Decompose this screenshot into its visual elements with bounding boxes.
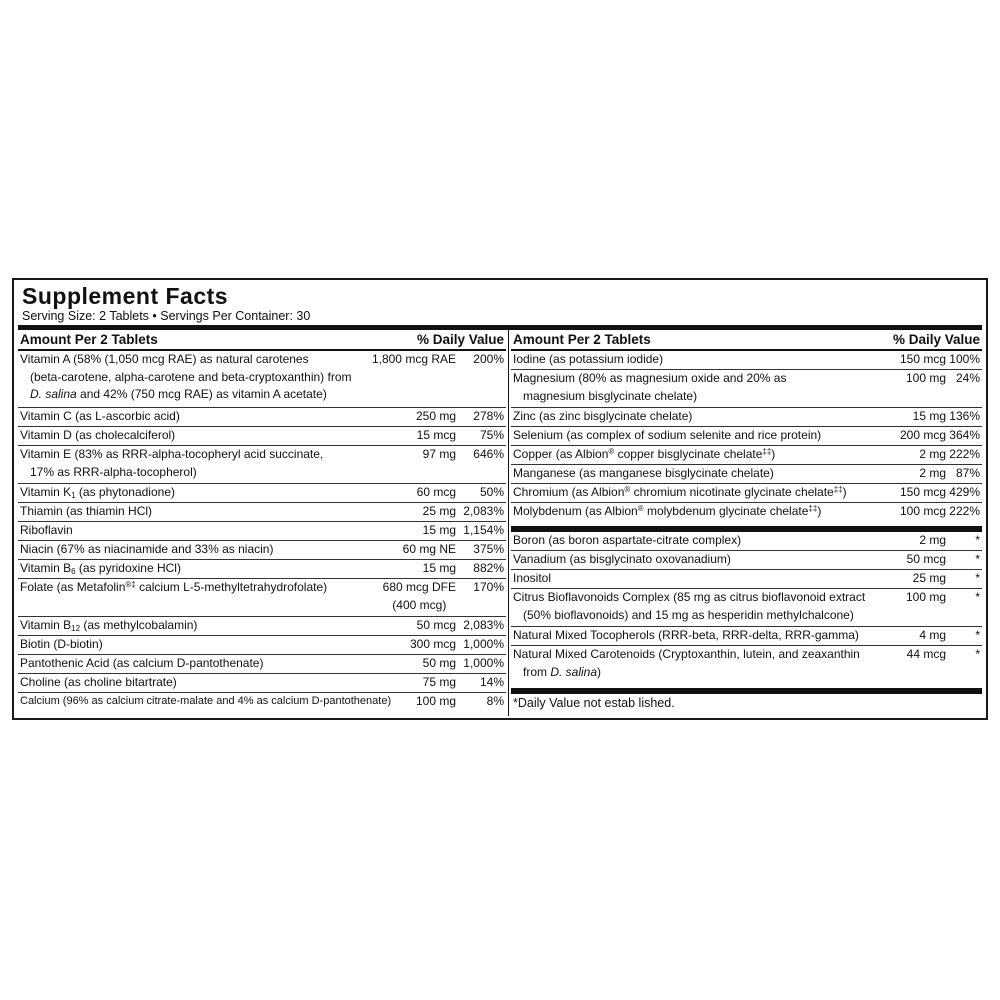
- nutrient-row-copper: [511, 446, 982, 465]
- nutrient-name: Vitamin K: [20, 485, 72, 499]
- nutrient-dv: 222%: [949, 447, 980, 461]
- nutrient-row-pantothenic-acid: [18, 655, 506, 674]
- nutrient-name-cont: calcium L-5-methyltetrahydrofolate): [135, 580, 328, 594]
- nutrient-amount: 97 mg: [422, 447, 456, 461]
- nutrient-dv: 364%: [949, 428, 980, 442]
- nutrient-amount: 2 mg: [919, 447, 946, 461]
- nutrient-row-vitamin-a: [18, 351, 506, 408]
- nutrient-row-boron: [511, 532, 982, 551]
- nutrient-name: Zinc (as zinc bisglycinate chelate): [513, 409, 693, 423]
- nutrient-amount: 50 mg: [422, 656, 456, 670]
- nutrient-name-cont: (as phytonadione): [75, 485, 175, 499]
- nutrient-amount: 25 mg: [912, 571, 946, 585]
- nutrient-dv: 170%: [473, 580, 504, 594]
- nutrient-name: Magnesium (80% as magnesium oxide and 20% as: [513, 371, 787, 385]
- nutrient-name: Vitamin B: [20, 618, 72, 632]
- nutrient-name: Thiamin (as thiamin HCl): [20, 504, 153, 518]
- nutrient-dv: 100%: [949, 352, 980, 366]
- nutrient-amount-secondary: (400 mcg): [392, 597, 447, 612]
- nutrient-amount: 60 mg NE: [402, 542, 456, 556]
- superscript: ®: [637, 504, 644, 513]
- nutrient-row-manganese: [511, 465, 982, 484]
- nutrient-row-zinc: [511, 408, 982, 427]
- nutrient-row-chromium: [511, 484, 982, 503]
- nutrient-name-cont: ): [842, 485, 847, 499]
- nutrient-dv: 87%: [955, 466, 980, 480]
- nutrient-name-italic: D. salina: [550, 664, 598, 679]
- subscript: 12: [71, 624, 81, 633]
- nutrient-row-vitamin-e: [18, 446, 506, 484]
- nutrient-dv: *: [975, 533, 980, 547]
- nutrient-dv: 2,083%: [463, 618, 504, 632]
- amount-header: Amount Per 2 Tablets: [20, 332, 158, 347]
- superscript: ‡‡: [833, 485, 843, 494]
- nutrient-name-cont: (beta-carotene, alpha-carotene and beta-cryptoxanthin) from: [30, 369, 352, 384]
- nutrient-name: Choline (as choline bitartrate): [20, 675, 177, 689]
- nutrient-row-folate: [18, 579, 506, 617]
- nutrient-name-cont: ): [597, 664, 602, 679]
- nutrient-amount: 1,800 mcg RAE: [371, 352, 456, 366]
- nutrient-amount: 100 mcg: [899, 504, 946, 518]
- nutrient-name: Vitamin D (as cholecalciferol): [20, 428, 176, 442]
- nutrient-amount: 25 mg: [422, 504, 456, 518]
- nutrient-name-cont: copper bisglycinate chelate: [614, 447, 763, 461]
- nutrient-row-vitamin-b6: [18, 560, 506, 579]
- nutrient-dv: 1,000%: [463, 656, 504, 670]
- nutrient-dv: 200%: [473, 352, 504, 366]
- nutrient-dv: 50%: [479, 485, 504, 499]
- nutrient-name-cont: and 42% (750 mcg RAE) as vitamin A acetate): [76, 387, 327, 401]
- left-header: [18, 330, 506, 351]
- nutrient-amount: 15 mg: [422, 523, 456, 537]
- daily-value-header: % Daily Value: [892, 332, 980, 347]
- nutrient-name: Vitamin B: [20, 561, 72, 575]
- right-header: [511, 330, 982, 351]
- nutrient-row-biotin: [18, 636, 506, 655]
- nutrient-dv: *: [975, 552, 980, 566]
- serving-info: Serving Size: 2 Tablets • Servings Per Container: 30: [22, 309, 311, 323]
- nutrient-name: Citrus Bioflavonoids Complex (85 mg as citrus bioflavonoid extract: [513, 590, 866, 604]
- nutrient-row-mixed-tocopherols: [511, 627, 982, 646]
- nutrient-dv: 136%: [949, 409, 980, 423]
- nutrient-name-cont: magnesium bisglycinate chelate): [523, 388, 698, 403]
- nutrient-row-niacin: [18, 541, 506, 560]
- supplement-facts-panel: [12, 278, 988, 720]
- nutrient-row-selenium: [511, 427, 982, 446]
- daily-value-header: % Daily Value: [416, 332, 504, 347]
- amount-header: Amount Per 2 Tablets: [513, 332, 651, 347]
- nutrient-dv: 14%: [479, 675, 504, 689]
- superscript: ‡‡: [762, 447, 772, 456]
- nutrient-row-thiamin: [18, 503, 506, 522]
- nutrient-name: Folate (as Metafolin: [20, 580, 126, 594]
- nutrient-dv: 429%: [949, 485, 980, 499]
- nutrient-name-cont: (50% bioflavonoids) and 15 mg as hesperidin methylchalcone): [523, 607, 854, 622]
- nutrient-row-choline: [18, 674, 506, 693]
- superscript: ‡‡: [808, 504, 818, 513]
- nutrient-amount: 300 mcg: [409, 637, 456, 651]
- nutrient-name-cont: 17% as RRR-alpha-tocopherol): [30, 464, 197, 479]
- nutrient-name-cont: ): [771, 447, 776, 461]
- nutrient-amount: 15 mg: [912, 409, 946, 423]
- nutrient-row-citrus-bioflavonoids: [511, 589, 982, 627]
- nutrient-name: Natural Mixed Tocopherols (RRR-beta, RRR-delta, RRR-gamma): [513, 628, 859, 642]
- nutrient-amount: 100 mg: [905, 590, 946, 604]
- panel-title: Supplement Facts: [22, 283, 229, 309]
- nutrient-amount: 4 mg: [919, 628, 946, 642]
- nutrient-amount: 50 mcg: [416, 618, 456, 632]
- nutrient-row-vanadium: [511, 551, 982, 570]
- nutrient-name: Molybdenum (as Albion: [513, 504, 638, 518]
- nutrient-amount: 2 mg: [919, 466, 946, 480]
- nutrient-amount: 100 mg: [905, 371, 946, 385]
- nutrient-name: Manganese (as manganese bisglycinate chelate): [513, 466, 774, 480]
- left-column: [18, 330, 506, 712]
- column-divider: [508, 330, 509, 716]
- nutrient-name: Vanadium (as bisglycinato oxovanadium): [513, 552, 731, 566]
- nutrient-dv: 24%: [955, 371, 980, 385]
- nutrient-dv: 222%: [949, 504, 980, 518]
- nutrient-name: Copper (as Albion: [513, 447, 609, 461]
- nutrient-dv: 1,154%: [463, 523, 504, 537]
- nutrient-dv: *: [975, 571, 980, 585]
- nutrient-dv: 882%: [473, 561, 504, 575]
- nutrient-name: Chromium (as Albion: [513, 485, 625, 499]
- nutrient-amount: 680 mcg DFE: [382, 580, 456, 594]
- nutrient-name-cont: ): [817, 504, 822, 518]
- superscript: ®: [624, 485, 631, 494]
- nutrient-row-vitamin-c: [18, 408, 506, 427]
- nutrient-name-italic: D. salina: [30, 387, 77, 401]
- nutrient-dv: 646%: [473, 447, 504, 461]
- nutrient-dv: 8%: [486, 694, 504, 708]
- nutrient-amount: 75 mg: [422, 675, 456, 689]
- nutrient-dv: 2,083%: [463, 504, 504, 518]
- daily-value-footnote: *Daily Value not estab lished.: [513, 696, 675, 710]
- nutrient-name: Natural Mixed Carotenoids (Cryptoxanthin, lutein, and zeaxanthin: [513, 647, 860, 661]
- nutrient-name-cont: (as methylcobalamin): [80, 618, 198, 632]
- nutrient-name: Calcium (96% as calcium citrate-malate and 4% as calcium D-pantothenate): [20, 695, 392, 707]
- nutrient-amount: 100 mg: [415, 694, 456, 708]
- nutrient-name-cont: chromium nicotinate glycinate chelate: [630, 485, 834, 499]
- nutrient-dv: *: [975, 628, 980, 642]
- nutrient-amount: 150 mcg: [899, 352, 946, 366]
- subscript: 6: [71, 567, 76, 576]
- nutrient-name: Niacin (67% as niacinamide and 33% as niacin): [20, 542, 274, 556]
- nutrient-name: Biotin (D-biotin): [20, 637, 103, 651]
- nutrient-amount: 200 mcg: [899, 428, 946, 442]
- subscript: 1: [71, 491, 76, 500]
- nutrient-name: Vitamin E (83% as RRR-alpha-tocopheryl acid succinate,: [20, 447, 324, 461]
- nutrient-row-magnesium: [511, 370, 982, 408]
- nutrient-row-vitamin-d: [18, 427, 506, 446]
- nutrient-dv: 75%: [479, 428, 504, 442]
- nutrient-name: Selenium (as complex of sodium selenite and rice protein): [513, 428, 822, 442]
- nutrient-dv: 375%: [473, 542, 504, 556]
- superscript: ®‡: [125, 580, 136, 589]
- nutrient-row-vitamin-k: [18, 484, 506, 503]
- right-column: [511, 330, 982, 712]
- nutrient-name: Inositol: [513, 571, 552, 585]
- nutrient-row-inositol: [511, 570, 982, 589]
- nutrient-amount: 15 mcg: [416, 428, 456, 442]
- nutrient-name: Pantothenic Acid (as calcium D-pantothenate): [20, 656, 264, 670]
- nutrient-row-calcium: [18, 693, 506, 712]
- nutrient-amount: 2 mg: [919, 533, 946, 547]
- nutrient-name: Boron (as boron aspartate-citrate complex): [513, 533, 742, 547]
- nutrient-dv: 278%: [473, 409, 504, 423]
- nutrient-amount: 44 mcg: [906, 647, 946, 661]
- nutrient-name-cont: molybdenum glycinate chelate: [643, 504, 809, 518]
- nutrient-name: Riboflavin: [20, 523, 73, 537]
- nutrient-amount: 250 mg: [415, 409, 456, 423]
- nutrient-name: Iodine (as potassium iodide): [513, 352, 664, 366]
- nutrient-name-cont: from: [523, 664, 551, 679]
- nutrient-amount: 50 mcg: [906, 552, 946, 566]
- nutrient-amount: 60 mcg: [416, 485, 456, 499]
- nutrient-amount: 150 mcg: [899, 485, 946, 499]
- nutrient-name-cont: (as pyridoxine HCl): [75, 561, 181, 575]
- nutrient-dv: *: [975, 647, 980, 661]
- nutrient-amount: 15 mg: [422, 561, 456, 575]
- nutrient-row-vitamin-b12: [18, 617, 506, 636]
- nutrient-row-iodine: [511, 351, 982, 370]
- nutrient-row-molybdenum: [511, 503, 982, 522]
- nutrient-name: Vitamin A (58% (1,050 mcg RAE) as natural carotenes: [20, 352, 309, 366]
- nutrient-dv: 1,000%: [463, 637, 504, 651]
- nutrient-row-mixed-carotenoids: [511, 646, 982, 684]
- nutrient-row-riboflavin: [18, 522, 506, 541]
- nutrient-dv: *: [975, 590, 980, 604]
- nutrient-name: Vitamin C (as L-ascorbic acid): [20, 409, 180, 423]
- superscript: ®: [608, 447, 615, 456]
